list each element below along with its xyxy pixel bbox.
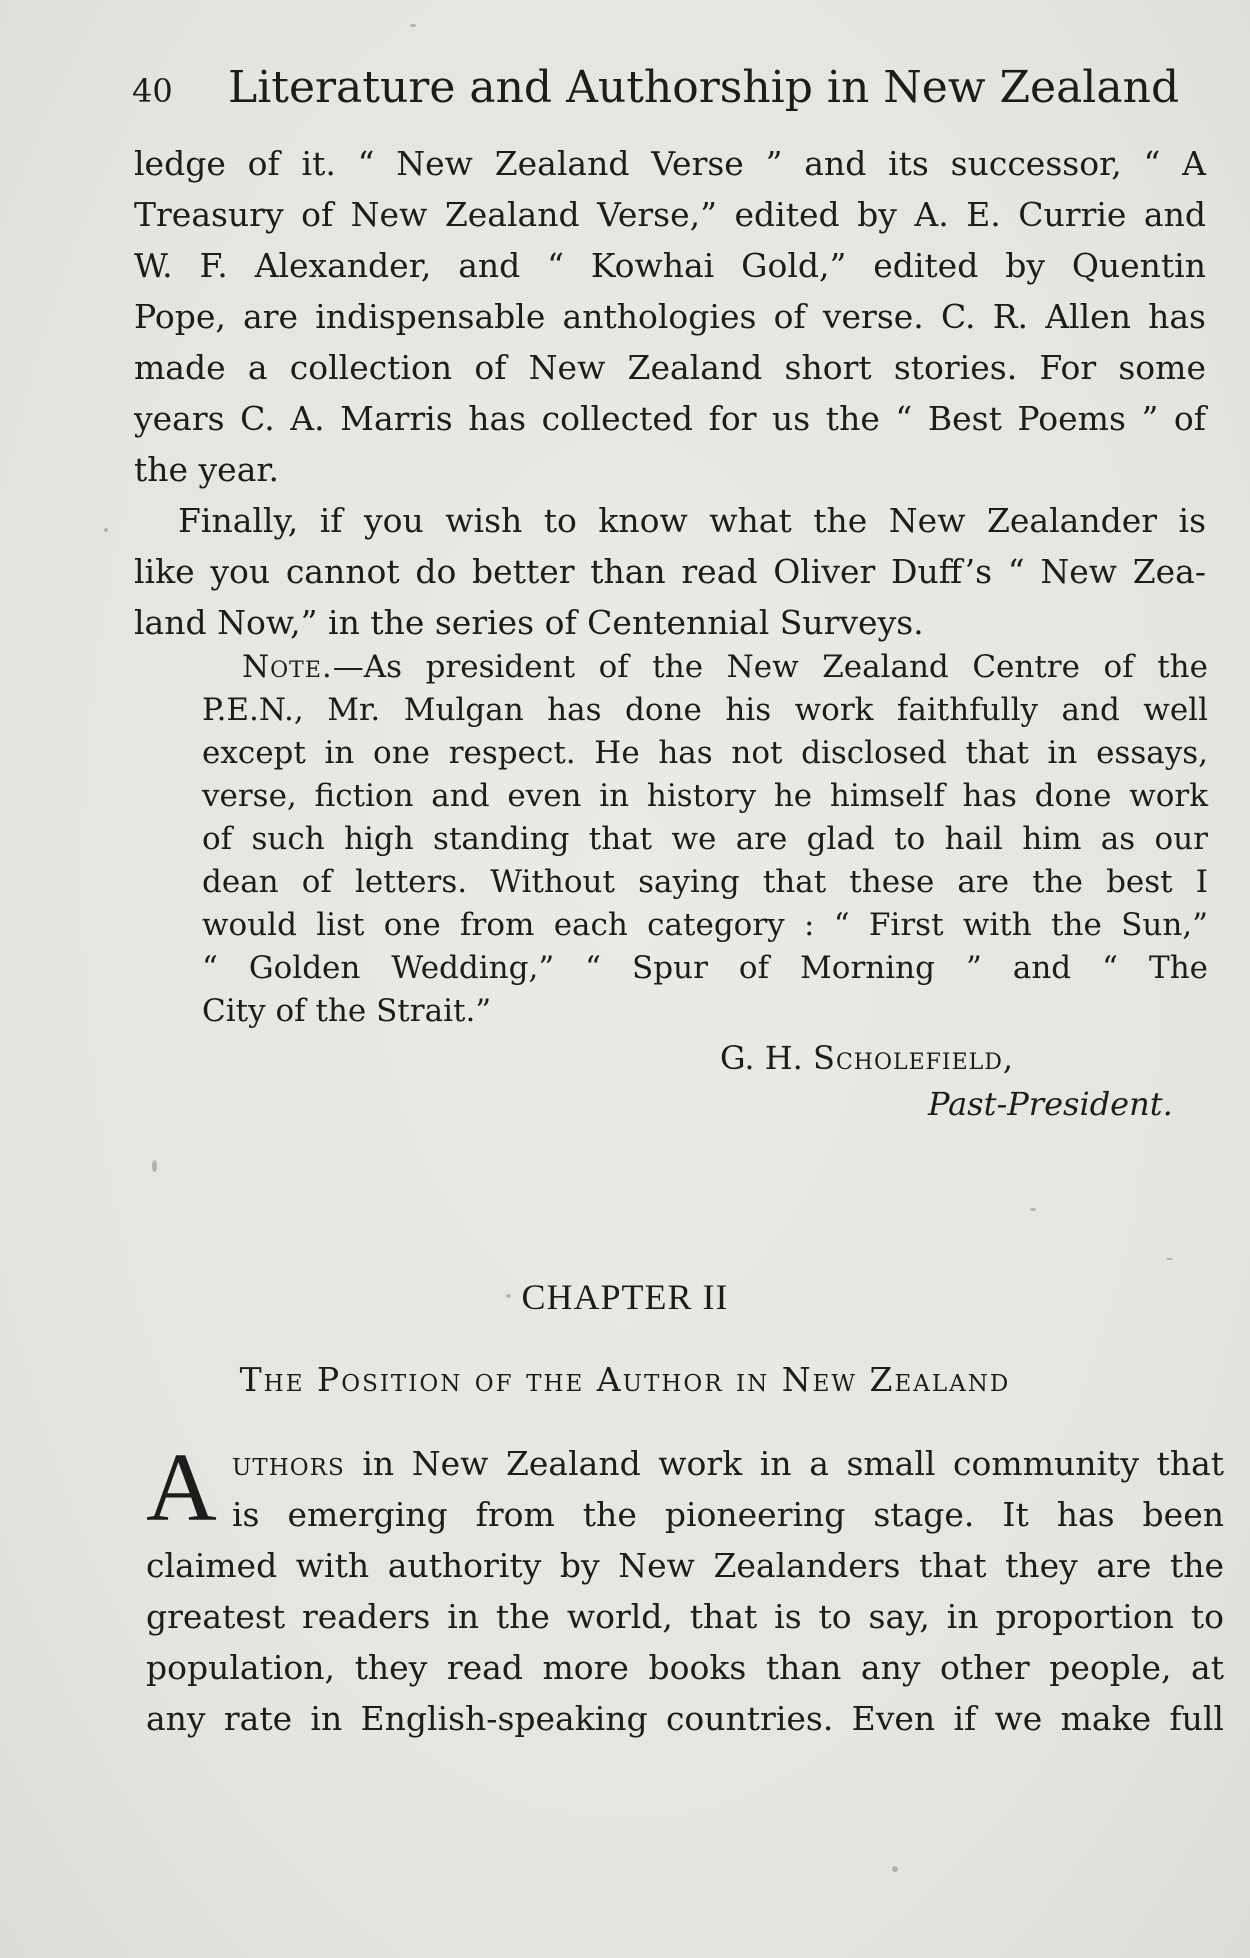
page-number: 40 [132, 72, 173, 110]
signature-title: Past-President. [928, 1085, 1173, 1123]
text-line: the year. [134, 450, 280, 489]
note-first-line [202, 646, 1208, 689]
text-line: any rate in English-speaking countries. Even if we make full [146, 1699, 1224, 1738]
note-line: P.E.N., Mr. Mulgan has done his work faithfully and well [202, 692, 1208, 728]
running-head [132, 60, 1180, 119]
text-line: Treasury of New Zealand Verse,” edited by A. E. Currie and [134, 195, 1206, 234]
chapter-number: CHAPTER II [521, 1277, 729, 1317]
note-line: City of the Strait.” [202, 993, 492, 1029]
note-line: of such high standing that we are glad to hail him as our [202, 821, 1208, 857]
first-word-rest: uthors [232, 1444, 345, 1483]
text-line: years C. A. Marris has collected for us the “ Best Poems ” of [134, 399, 1206, 438]
text-line: like you cannot do better than read Oliver Duff’s “ New Zea- [134, 552, 1206, 591]
editor-note [202, 646, 1208, 1033]
text-line: claimed with authority by New Zealanders that they are the [146, 1546, 1224, 1585]
first-line-text: in New Zealand work in a small community that [362, 1444, 1225, 1483]
text-line: population, they read more books than any other people, at [146, 1648, 1224, 1687]
text-line: greatest readers in the world, that is to say, in proportion to [146, 1597, 1224, 1636]
text-line: Finally, if you wish to know what the New Zealander is [178, 501, 1206, 540]
text-line: Pope, are indispensable anthologies of verse. C. R. Allen has [134, 297, 1206, 336]
drop-cap: A [146, 1434, 217, 1542]
signature [720, 1036, 1014, 1080]
paper-speck [410, 24, 416, 27]
note-line: would list one from each category : “ First with the Sun,” [202, 907, 1208, 943]
chapter-title: The Position of the Author in New Zealand [239, 1360, 1011, 1399]
signature-initials: G. H. [720, 1039, 803, 1077]
paper-speck [152, 1160, 157, 1172]
note-line: dean of letters. Without saying that these are the best I [202, 864, 1208, 900]
text-line: W. F. Alexander, and “ Kowhai Gold,” edited by Quentin [134, 246, 1206, 285]
text-line: is emerging from the pioneering stage. It has been [232, 1495, 1224, 1534]
note-line: verse, fiction and even in history he himself has done work [202, 778, 1208, 814]
running-title: Literature and Authorship in New Zealand [228, 62, 1180, 113]
chapter-opening-paragraph [146, 1434, 1225, 1744]
note-label: Note. [242, 649, 333, 685]
text-line: made a collection of New Zealand short stories. For some [134, 348, 1206, 387]
text-line: land Now,” in the series of Centennial Surveys. [134, 603, 924, 642]
note-line: except in one respect. He has not disclosed that in essays, [202, 735, 1208, 771]
paper-speck [104, 528, 108, 532]
paragraph-anthologies [134, 138, 1206, 495]
note-first-line-text: —As president of the New Zealand Centre of the [332, 649, 1208, 685]
chapter-first-line [146, 1438, 1224, 1489]
paragraph-finally [134, 495, 1206, 648]
signature-surname: Scholefield, [813, 1039, 1015, 1077]
paper-speck [892, 1866, 898, 1872]
paper-speck [1030, 1208, 1036, 1211]
paper-speck [1166, 1258, 1173, 1260]
note-line: “ Golden Wedding,” “ Spur of Morning ” and “ The [202, 950, 1208, 986]
text-line: ledge of it. “ New Zealand Verse ” and its successor, “ A [134, 144, 1206, 183]
